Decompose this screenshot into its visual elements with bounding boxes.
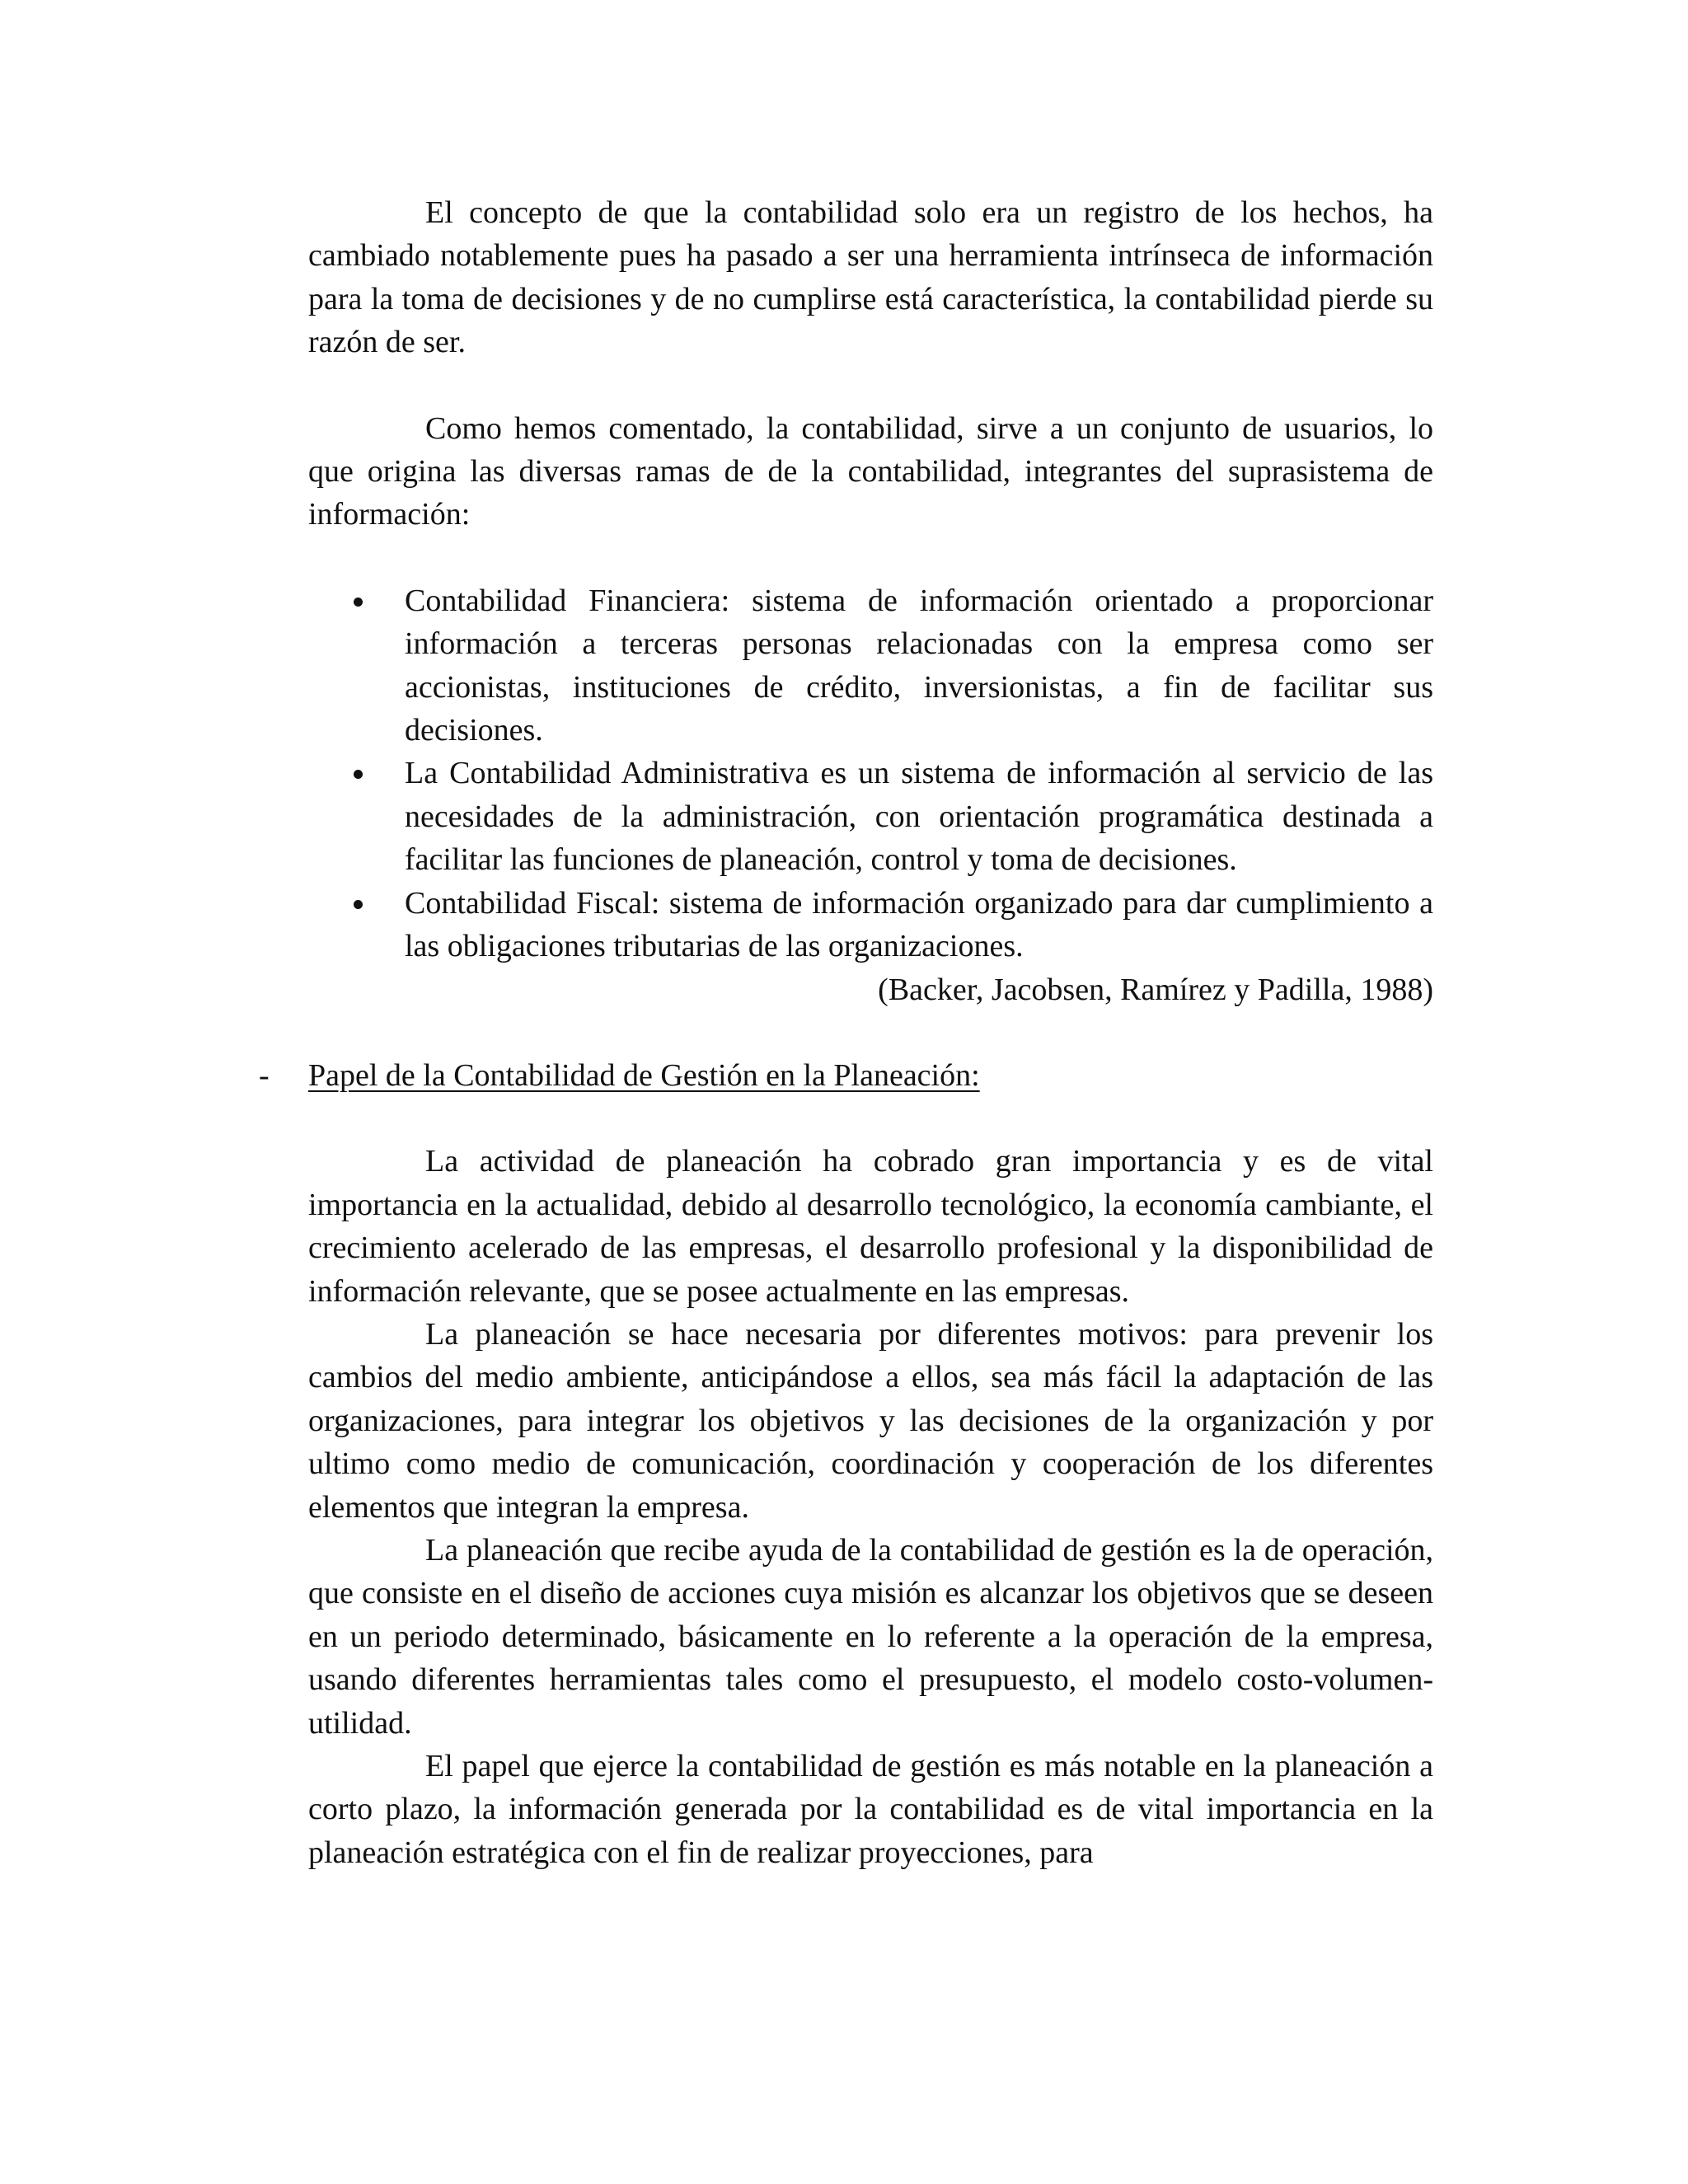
document-page (259, 191, 1433, 1874)
section-paragraph-3: La planeación que recibe ayuda de la contabilidad de gestión es la de operación, que consiste en el diseño de acciones cuya misión es alcanzar los objetivos que se deseen en un periodo determinado, básicamente en lo referente a la operación de la empresa, usando diferentes herramientas tales como el presupuesto, el modelo costo-volumen-utilidad. (308, 1532, 1433, 1741)
citation: (Backer, Jacobsen, Ramírez y Padilla, 1988) (878, 972, 1433, 1007)
list-item (405, 752, 1433, 881)
list-item (405, 882, 1433, 968)
bullet-icon (354, 900, 363, 909)
list-item (405, 579, 1433, 752)
section-title: Papel de la Contabilidad de Gestión en la Planeación: (308, 1057, 980, 1093)
section-paragraph-4: El papel que ejerce la contabilidad de gestión es más notable en la planeación a corto plazo, la información generada por la contabilidad es de vital importancia en la planeación estratégica con el fin de realizar proyecciones, para (308, 1749, 1433, 1870)
list-item-text: La Contabilidad Administrativa es un sistema de información al servicio de las necesidades de la administración, con orientación programática destinada a facilitar las funciones de planeación, control y toma de decisiones. (405, 756, 1433, 878)
list-item-text: Contabilidad Fiscal: sistema de información organizado para dar cumplimiento a las obligaciones tributarias de las organizaciones. (405, 885, 1433, 964)
accounting-branches-list (308, 579, 1433, 968)
bullet-icon (354, 770, 363, 779)
bullet-icon (354, 598, 363, 607)
section-paragraph-1: La actividad de planeación ha cobrado gran importancia y es de vital importancia en la actualidad, debido al desarrollo tecnológico, la economía cambiante, el crecimiento acelerado de las empresas, el desarrollo profesional y la disponibilidad de información relevante, que se posee actualmente en las empresas. (308, 1144, 1433, 1309)
intro-paragraph-2: Como hemos comentado, la contabilidad, sirve a un conjunto de usuarios, lo que origina las diversas ramas de de la contabilidad, integrantes del suprasistema de información: (308, 410, 1433, 532)
section-paragraph-2: La planeación se hace necesaria por diferentes motivos: para prevenir los cambios del medio ambiente, anticipándose a ellos, sea más fácil la adaptación de las organizaciones, para integrar los objetivos y las decisiones de la organización y por ultimo como medio de comunicación, coordinación y cooperación de los diferentes elementos que integran la empresa. (308, 1316, 1433, 1525)
section-heading (259, 1054, 1433, 1097)
list-item-text: Contabilidad Financiera: sistema de información orientado a proporcionar información a terceras personas relacionadas con la empresa como ser accionistas, instituciones de crédito, inversionistas, a fin de facilitar sus decisiones. (405, 583, 1433, 748)
heading-dash: - (259, 1057, 270, 1093)
intro-paragraph-1: El concepto de que la contabilidad solo era un registro de los hechos, ha cambiado notablemente pues ha pasado a ser una herramienta intrínseca de información para la toma de decisiones y de no cumplirse está característica, la contabilidad pierde su razón de ser. (308, 195, 1433, 360)
